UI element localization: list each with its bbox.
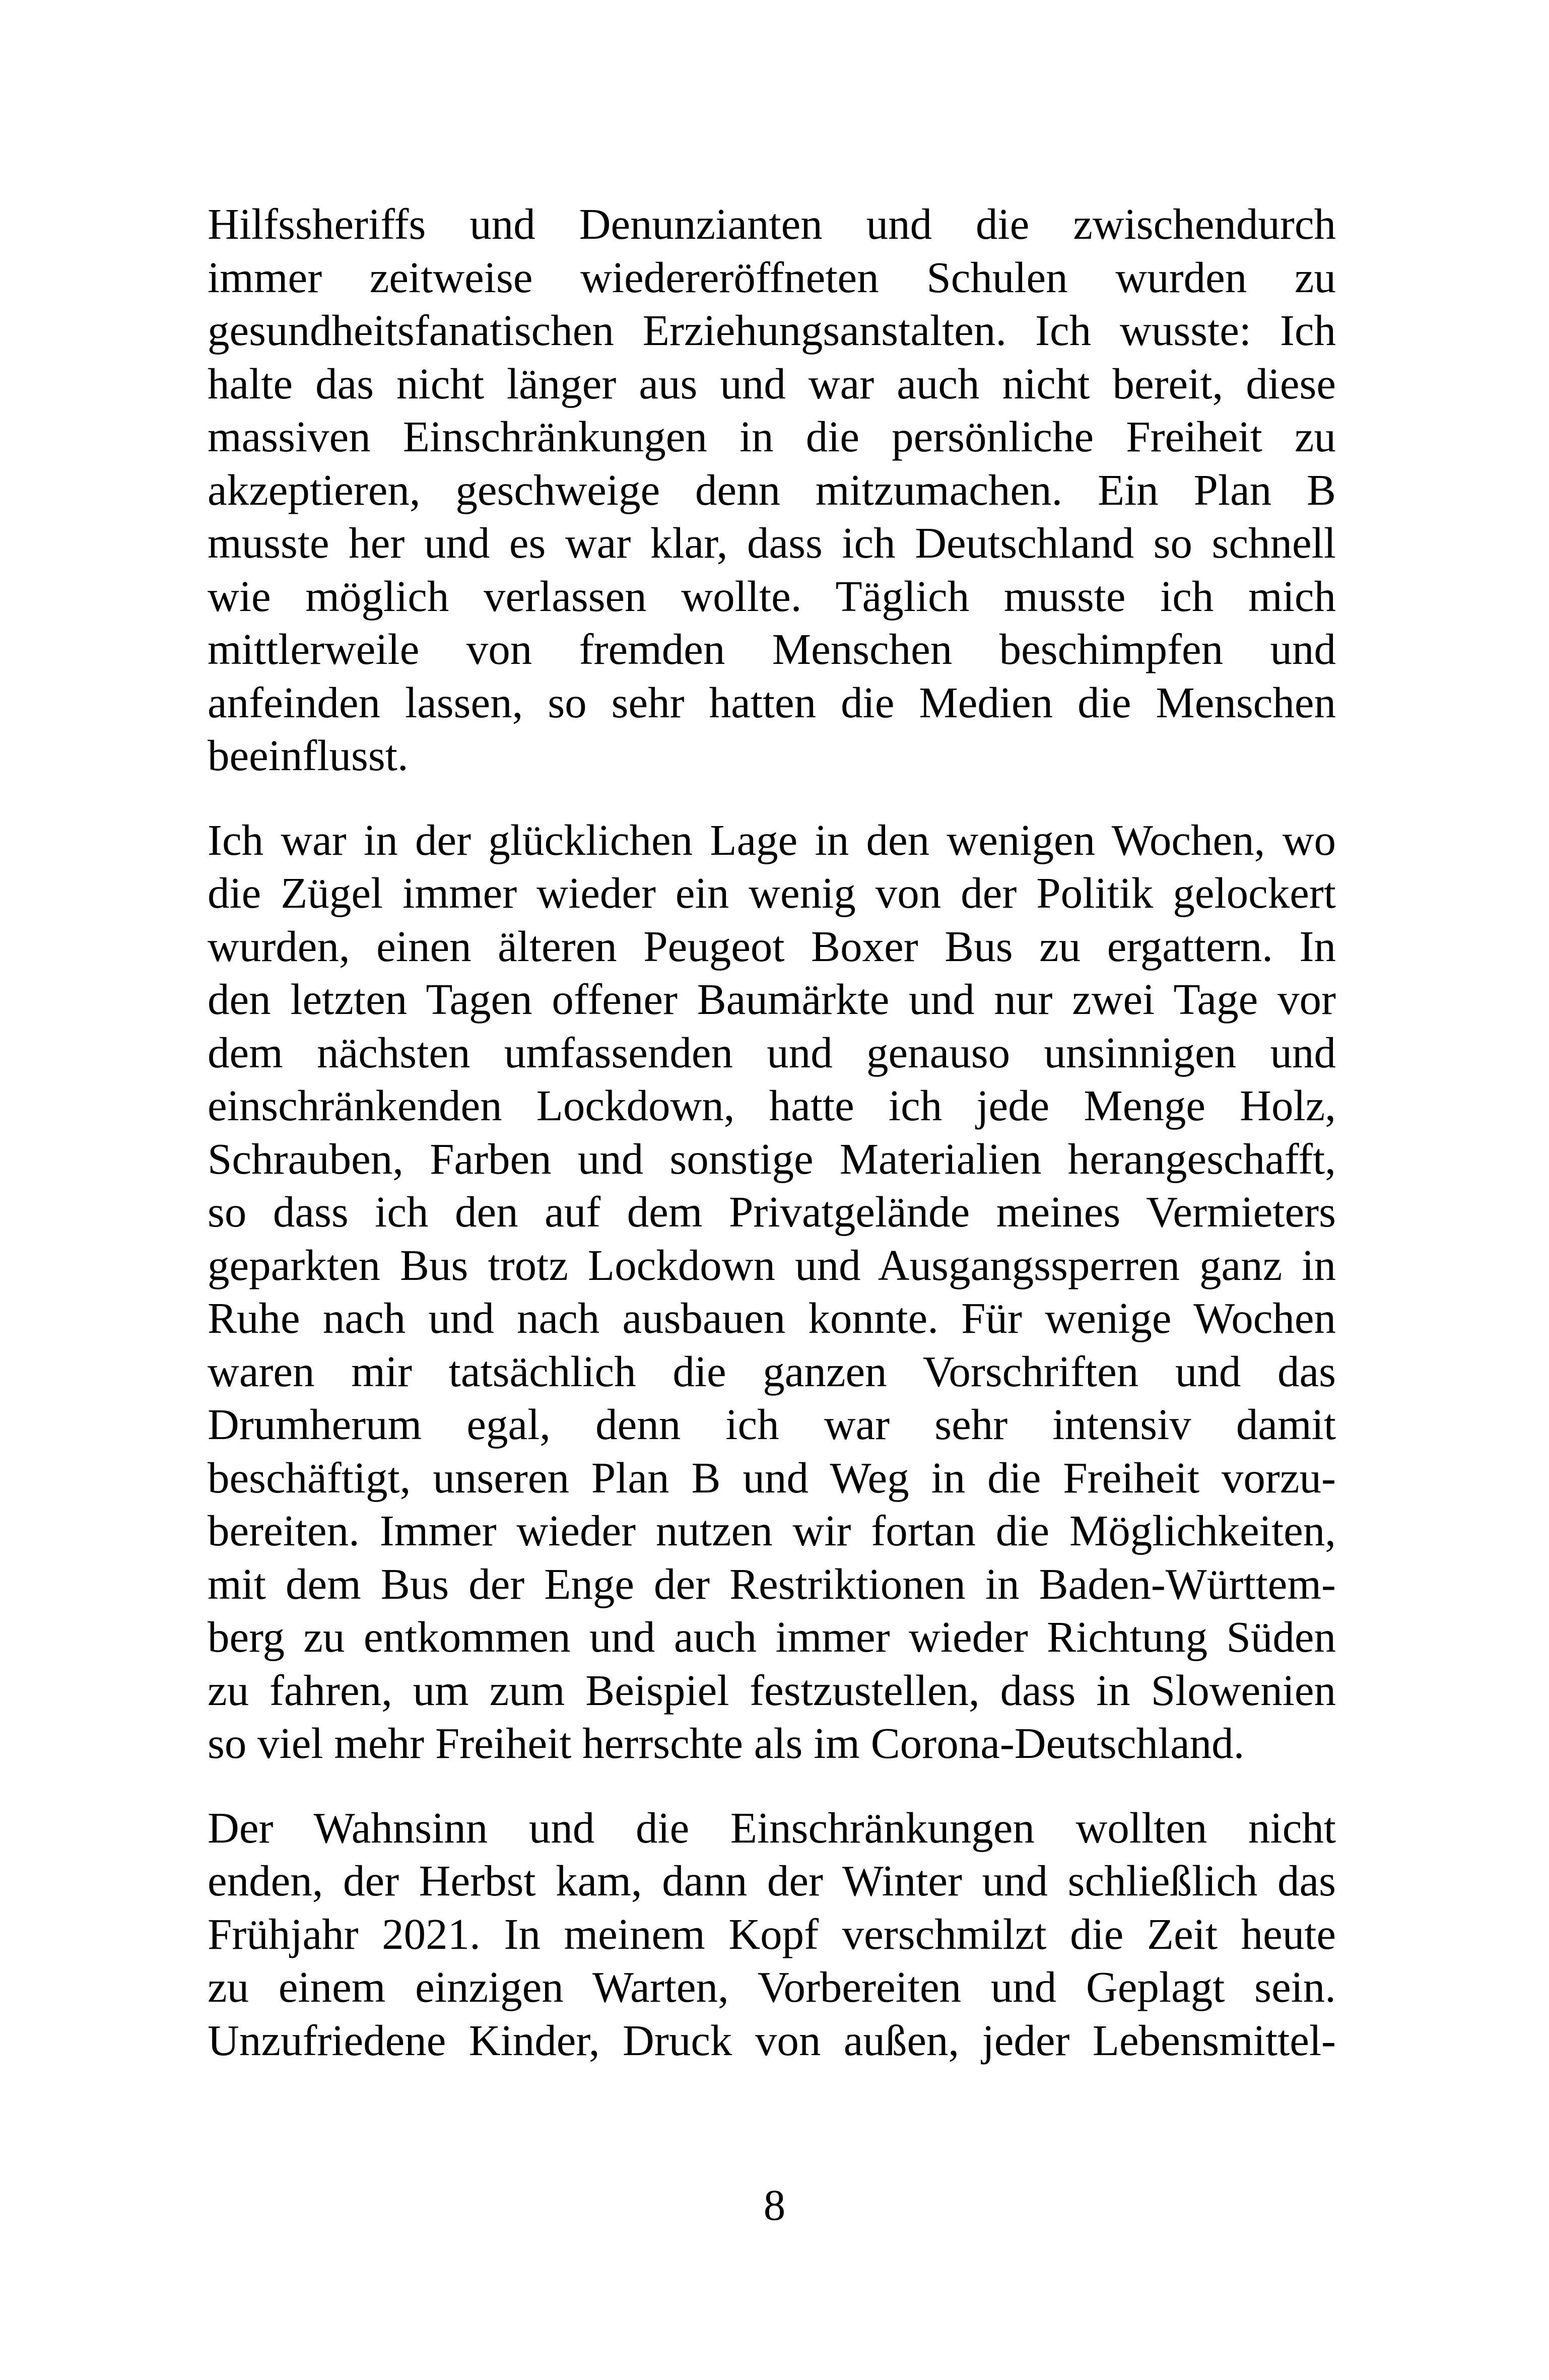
text-line: Hilfssheriffs und Denunzianten und die zwischendurch <box>208 199 1336 248</box>
text-line: mit dem Bus der Enge der Restriktionen in Baden-Württem- <box>208 1559 1336 1608</box>
text-line: Der Wahnsinn und die Einschränkungen wollten nicht <box>208 1803 1336 1852</box>
text-line: den letzten Tagen offener Baumärkte und nur zwei Tage vor <box>208 975 1336 1024</box>
text-line: anfeinden lassen, so sehr hatten die Medien die Menschen <box>208 677 1336 727</box>
text-line: einschränkenden Lockdown, hatte ich jede Menge Holz, <box>208 1081 1336 1130</box>
text-line: wurden, einen älteren Peugeot Boxer Bus zu ergattern. In <box>208 921 1336 971</box>
text-line: beschäftigt, unseren Plan B und Weg in die Freiheit vorzu- <box>208 1453 1336 1502</box>
text-line: immer zeitweise wiedereröffneten Schulen wurden zu <box>208 252 1336 302</box>
text-line: Drumherum egal, denn ich war sehr intensiv damit <box>208 1400 1336 1449</box>
text-line: so viel mehr Freiheit herrschte als im Corona-Deutschland. <box>208 1719 1245 1767</box>
text-line: waren mir tatsächlich die ganzen Vorschriften und das <box>208 1346 1336 1396</box>
text-line: Schrauben, Farben und sonstige Materialien herangeschafft, <box>208 1134 1336 1183</box>
text-line: bereiten. Immer wieder nutzen wir fortan die Möglichkeiten, <box>208 1506 1336 1555</box>
text-line: Ruhe nach und nach ausbauen konnte. Für wenige Wochen <box>208 1294 1336 1342</box>
text-line: Frühjahr 2021. In meinem Kopf verschmilzt die Zeit heute <box>208 1909 1336 1958</box>
paragraph-1 <box>208 197 1336 782</box>
text-line: zu fahren, um zum Beispiel festzustellen, dass in Slowenien <box>208 1665 1336 1715</box>
text-line: massiven Einschränkungen in die persönliche Freiheit zu <box>208 412 1336 461</box>
text-line: die Zügel immer wieder ein wenig von der Politik gelockert <box>208 868 1336 917</box>
text-line: berg zu entkommen und auch immer wieder Richtung Süden <box>208 1612 1336 1661</box>
text-line: zu einem einzigen Warten, Vorbereiten und Geplagt sein. <box>208 1962 1336 2011</box>
text-line: enden, der Herbst kam, dann der Winter und schließlich das <box>208 1856 1336 1905</box>
body-text <box>208 197 1336 2067</box>
text-line: gesundheitsfanatischen Erziehungsanstalten. Ich wusste: Ich <box>208 306 1336 355</box>
text-line: geparkten Bus trotz Lockdown und Ausgangssperren ganz in <box>208 1240 1336 1289</box>
text-line: halte das nicht länger aus und war auch nicht bereit, diese <box>208 359 1336 408</box>
paragraph-3 <box>208 1801 1336 2067</box>
text-line: dem nächsten umfassenden und genauso unsinnigen und <box>208 1028 1336 1077</box>
text-line: wie möglich verlassen wollte. Täglich musste ich mich <box>208 571 1336 621</box>
text-line: Ich war in der glücklichen Lage in den wenigen Wochen, wo <box>208 815 1336 864</box>
page-number: 8 <box>763 2181 786 2229</box>
text-line: so dass ich den auf dem Privatgelände meines Vermieters <box>208 1187 1336 1236</box>
text-line: akzeptieren, geschweige denn mitzumachen. Ein Plan B <box>208 465 1336 514</box>
text-line: beeinflusst. <box>208 731 409 780</box>
paragraph-2 <box>208 813 1336 1770</box>
text-line: mittlerweile von fremden Menschen beschimpfen und <box>208 625 1336 673</box>
text-line: musste her und es war klar, dass ich Deutschland so schnell <box>208 518 1336 567</box>
text-line: Unzufriedene Kinder, Druck von außen, jeder Lebensmittel- <box>208 2015 1336 2065</box>
